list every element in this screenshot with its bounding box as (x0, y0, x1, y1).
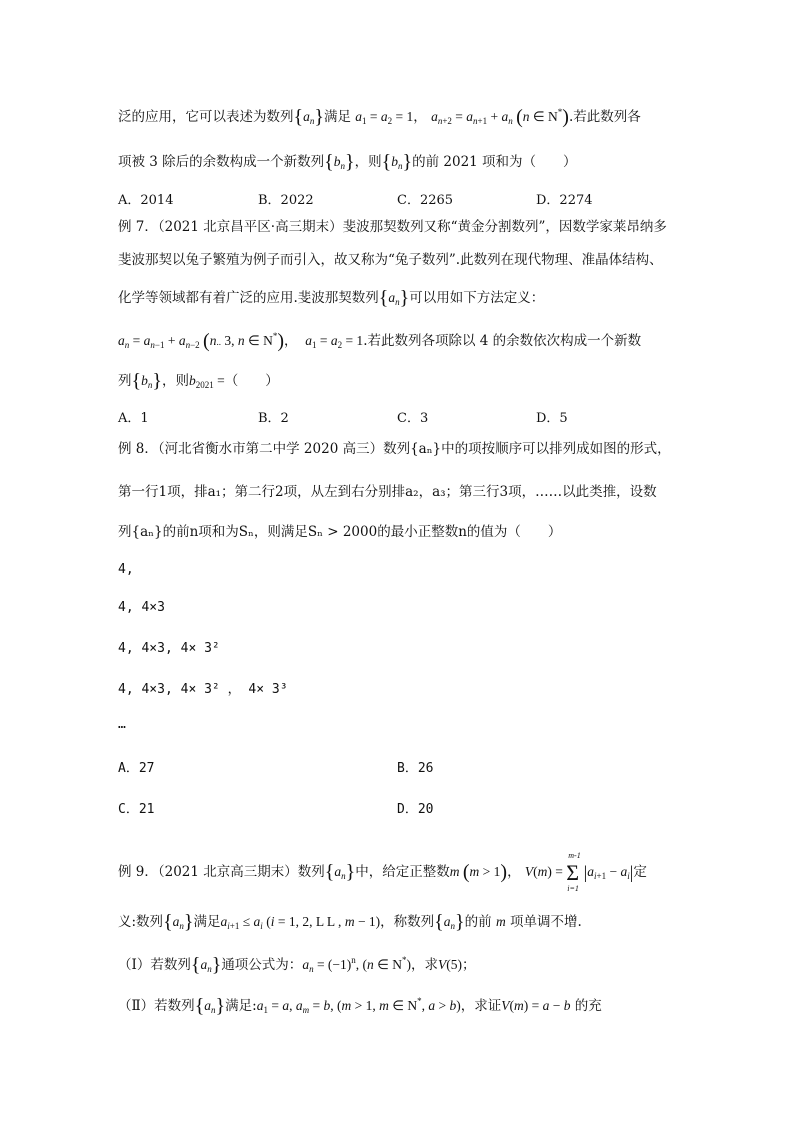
q9-part-2 (118, 996, 602, 1016)
q9-line-2 (118, 912, 582, 932)
q8-line-2: 第一行1项，排a₁；第二行2项，从左到右分别排a₂，a₃；第三行3项，……以此类推，设数 (118, 484, 657, 500)
seq-a-formula: $\{a_n\}$ (190, 954, 222, 976)
q8-option-c[interactable]: C．21 (118, 802, 155, 817)
q9-part2-text-a: （Ⅱ）若数列 (118, 998, 195, 1014)
v-definition-formula: V(m) = Σ m-1 i=1 $|a_{i+1} - a_i|$ (524, 851, 634, 893)
q9-line2-text-c: ，称数列 (380, 914, 435, 930)
initial-condition-formula: $a_1 = a_2 = 1$ (355, 109, 414, 126)
triangle-row-1: 4, (118, 562, 134, 577)
q7-option-a[interactable]: A．1 (118, 411, 149, 426)
seq-a-formula: $\{a_n\}$ (293, 106, 324, 128)
seq-a-formula: $\{a_n\}$ (194, 995, 226, 1017)
q7-option-b[interactable]: B．2 (258, 411, 289, 426)
q6-line1-text-a: 泛的应用，它可以表述为数列 (118, 109, 294, 125)
q9-part1-text-c: ，求 (411, 957, 439, 973)
q8-option-d[interactable]: D．20 (397, 802, 434, 817)
recurrence-formula: $a_{n+2} = a_{n+1} + a_n$ (n ∈ N*) (431, 106, 569, 128)
q7-line3-text-a: 化学等领域都有着广泛的应用.斐波那契数列 (118, 290, 379, 306)
triangle-ellipsis: … (118, 717, 126, 732)
q7-line5-text-b: ，则 (161, 373, 189, 389)
q6-line1-text-b: 满足 (323, 109, 351, 125)
q9-line2-text-a: 义:数列 (118, 914, 164, 930)
q7-option-c[interactable]: C．3 (397, 411, 429, 426)
q9-part2-text-c: ，求证 (460, 998, 502, 1014)
q6-option-a[interactable]: A．2014 (118, 193, 174, 208)
seq-b-formula: $\{b_n\}$ (131, 370, 162, 392)
q8-option-b[interactable]: B．26 (397, 761, 434, 776)
seq-a-formula: $\{a_n\}$ (378, 287, 410, 309)
seq-b-formula-2: $\{b_n\}$ (381, 151, 413, 173)
v5-formula: V(5) (438, 957, 463, 972)
m-variable: m (495, 914, 506, 929)
triangle-row-3: 4, 4×3, 4× 3² (118, 641, 220, 656)
q6-line-1: 泛的应用，它可以表述为数列$\{a_n\}$满足 $a_1 = a_2 = 1$， $a_{n+2} = a_{n+1} + a_n$ (n ∈ N*).若此数列各 (118, 106, 641, 128)
q6-line2-text-a: 项被 3 除后的余数构成一个新数列 (118, 154, 325, 170)
q7-line-5 (118, 371, 279, 391)
q6-line-2 (118, 152, 577, 172)
q7-line-2: 斐波那契以兔子繁殖为例子而引入，故又称为“兔子数列”.此数列在现代物理、准晶体结构、 (118, 252, 663, 268)
part2-condition-formula: $a_1 = a$, $a_m = b$, (m > 1, m ∈ N*, a > b) (256, 996, 461, 1015)
q8-line-1: 例 8．（河北省衡水市第二中学 2020 高三）数列{aₙ}中的项按顺序可以排列成如图的形式， (118, 441, 671, 457)
fibonacci-definition-formula: $a_n = a_{n-1} + a_{n-2}$ (n.. 3, n ∈ N*) (118, 330, 285, 352)
q7-option-d[interactable]: D．5 (536, 411, 568, 426)
q7-line-1: 例 7．（2021 北京昌平区·高三期末）斐波那契数列又称“黄金分割数列”，因数学家莱昂纳多 (118, 219, 667, 235)
triangle-row-2: 4, 4×3 (118, 600, 165, 615)
q9-part1-text-b: 通项公式为： (221, 957, 303, 973)
q9-line2-text-d: 的前 (464, 914, 492, 930)
vm-equals-formula: V(m) = a − b (501, 998, 571, 1013)
q7-line3-text-b: 可以用如下方法定义： (409, 290, 545, 306)
seq-a-formula: $\{a_n\}$ (163, 911, 194, 933)
q9-part1-text-a: （Ⅰ）若数列 (118, 957, 191, 973)
seq-a-formula: $\{a_n\}$ (434, 911, 465, 933)
q9-part2-text-d: 的充 (574, 998, 602, 1014)
q7-initial-condition-formula: $a_1 = a_2 = 1$ (301, 333, 364, 350)
b2021-formula: $b_{2021}$ = (188, 373, 225, 390)
q6-option-b[interactable]: B．2022 (258, 193, 314, 208)
q7-line-3 (118, 288, 544, 308)
q9-line1-text-a: 例 9．（2021 北京高三期末）数列 (118, 864, 325, 880)
q9-line-1: 例 9．（2021 北京高三期末）数列$\{a_n\}$中，给定正整数m (m > 1)， V(m) = Σ m-1 i=1 $|a_{i+1} - a_i|$定 (118, 851, 647, 893)
nonincreasing-condition-formula: $a_{i+1} \le a_i$ (i = 1, 2, L L , m − 1) (220, 914, 381, 931)
triangle-row-4: 4, 4×3, 4× 3² ， 4× 3³ (118, 682, 288, 697)
q6-option-c[interactable]: C．2265 (397, 193, 454, 208)
q7-line5-text-a: 列 (118, 373, 132, 389)
q9-line1-text-b: 中，给定正整数 (355, 864, 450, 880)
q8-option-a[interactable]: A．27 (118, 761, 155, 776)
q7-line4-text: 若此数列各项除以 4 的余数依次构成一个新数 (367, 333, 642, 349)
seq-a-formula: $\{a_n\}$ (324, 861, 356, 883)
m-condition-formula: m (m > 1) (449, 861, 508, 883)
q6-option-d[interactable]: D．2274 (536, 193, 593, 208)
seq-b-formula: $\{b_n\}$ (324, 151, 355, 173)
q7-line-4: $a_n = a_{n-1} + a_{n-2}$ (n.. 3, n ∈ N*)， $a_1 = a_2 = 1$.若此数列各项除以 4 的余数依次构成一个新数 (118, 330, 642, 352)
q8-line-3: 列{aₙ}的前n项和为Sₙ，则满足Sₙ > 2000的最小正整数n的值为（ ） (118, 524, 562, 540)
q6-line1-text-c: 若此数列各 (573, 109, 641, 125)
q9-part2-text-b: 满足: (225, 998, 257, 1014)
q9-line2-text-e: 项单调不增. (509, 914, 582, 930)
q9-line1-text-c: 定 (633, 864, 647, 880)
general-term-formula: $a_n = (-1)^n$, (n ∈ N*) (302, 955, 412, 974)
q9-line2-text-b: 满足 (193, 914, 221, 930)
q9-part-1: （Ⅰ）若数列$\{a_n\}$通项公式为：$a_n = (-1)^n$, (n ∈ N*)，求V(5)； (118, 954, 476, 976)
q6-line2-text-b: ，则 (354, 154, 382, 170)
q6-line2-text-c: 的前 2021 项和为（ ） (412, 154, 577, 170)
q7-line5-text-c: （ ） (224, 373, 279, 389)
